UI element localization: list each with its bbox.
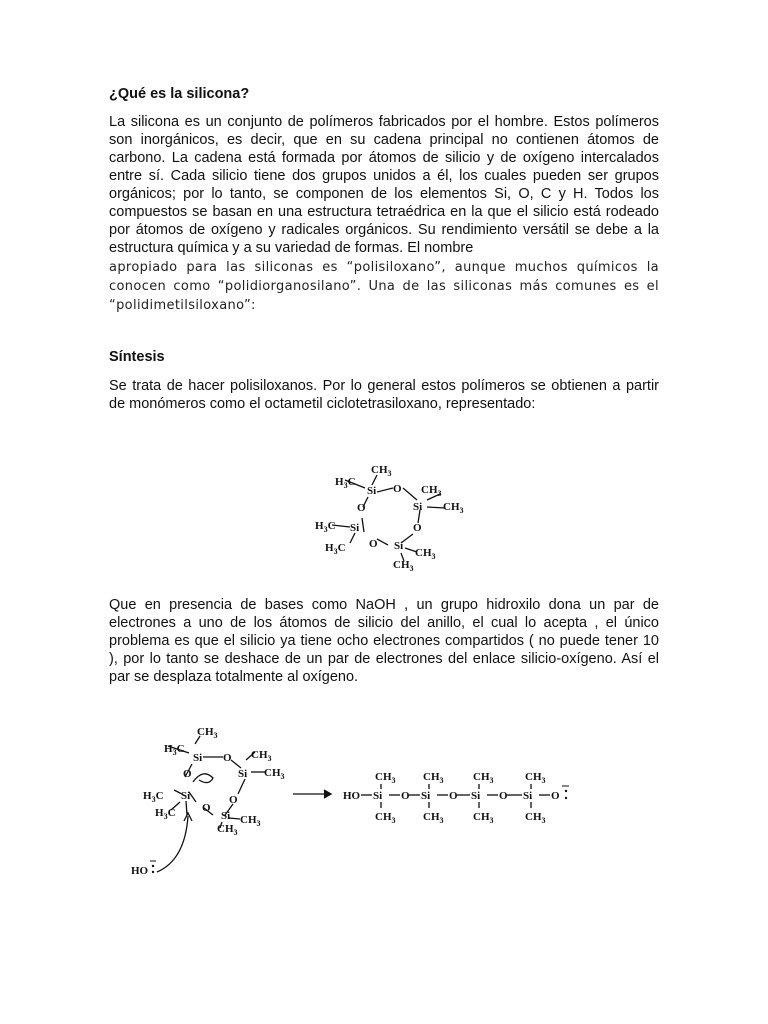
- heading-sintesis: Síntesis: [109, 349, 165, 365]
- atom-si: Si: [367, 485, 377, 497]
- methyl-label: $CH_3$: [217, 823, 238, 837]
- hydroxide-ion-label: HO: [131, 865, 149, 877]
- methyl-label: $CH_3$: [375, 811, 396, 825]
- atom-o: O: [183, 768, 192, 780]
- atom-o: O: [223, 752, 232, 764]
- atom-o: O: [369, 538, 378, 550]
- methyl-label: $CH_3$: [423, 811, 444, 825]
- methyl-label: $CH_3$: [525, 811, 546, 825]
- methyl-label: $CH_3$: [264, 767, 285, 781]
- atom-o: O: [202, 802, 211, 814]
- methyl-label: $H_3C$: [143, 790, 164, 804]
- atom-si: Si: [523, 790, 533, 802]
- atom-si: Si: [181, 790, 191, 802]
- atom-si: Si: [193, 752, 203, 764]
- atom-si: Si: [238, 768, 248, 780]
- atom-o: O: [229, 794, 238, 806]
- methyl-label: $CH_3$: [371, 464, 392, 478]
- octametil-ciclotetrasiloxano-structure: [305, 455, 475, 575]
- paragraph-sintesis: Se trata de hacer polisiloxanos. Por lo general estos polímeros se obtienen a partir de monómeros como el octametil ciclotetrasiloxano, representado:: [109, 378, 659, 412]
- atom-si: Si: [471, 790, 481, 802]
- atom-si: Si: [221, 810, 231, 822]
- methyl-label: $CH_3$: [421, 484, 442, 498]
- paragraph-mecanismo: Que en presencia de bases como NaOH , un grupo hidroxilo dona un par de electrones a uno de los átomos de silicio del anillo, el cual lo acepta , el único problema es que el silicio ya tiene ocho electrones compartidos ( no puede tener 10 ), por lo tanto se deshace de un par de electrones del enlace silicio-oxígeno. Así el par se desplaza totalmente al oxígeno.: [109, 597, 659, 685]
- hydroxyl-end-label: HO: [343, 790, 361, 802]
- atom-o: O: [357, 502, 366, 514]
- atom-si: Si: [373, 790, 383, 802]
- atom-o: O: [499, 790, 508, 802]
- methyl-label: $CH_3$: [415, 547, 436, 561]
- paragraph-silicona-names: apropiado para las siliconas es “polisiloxano”, aunque muchos químicos la conocen como “polidiorganosilano”. Una de las siliconas más comunes es el “polidimetilsiloxano”:: [109, 260, 659, 313]
- methyl-label: $CH_3$: [197, 726, 218, 740]
- atom-o: O: [401, 790, 410, 802]
- terminal-oxide-label: O: [551, 790, 560, 802]
- ring-opening-reaction-scheme: [125, 720, 595, 885]
- methyl-label: $H_3C$: [164, 743, 185, 757]
- methyl-label: $H_3C$: [325, 542, 346, 556]
- atom-si: Si: [394, 540, 404, 552]
- methyl-label: $CH_3$: [443, 501, 464, 515]
- paragraph-silicona-definition: La silicona es un conjunto de polímeros fabricados por el hombre. Estos polímeros son inorgánicos, es decir, que en su cadena principal no contienen átomos de carbono. La cadena está formada por átomos de silicio y de oxígeno intercalados entre sí. Cada silicio tiene dos grupos unidos a él, los cuales pueden ser grupos orgánicos; por lo tanto, se componen de los elementos Si, O, C y H. Todos los compuestos se basan en una estructura tetraédrica en la que el silicio está rodeado por átomos de oxígeno y radicales orgánicos. Su rendimiento versátil se debe a la estructura química y a su variedad de formas. El nombre: [109, 114, 659, 256]
- methyl-label: $CH_3$: [423, 771, 444, 785]
- methyl-label: $CH_3$: [375, 771, 396, 785]
- methyl-label: $CH_3$: [525, 771, 546, 785]
- methyl-label: $CH_3$: [473, 771, 494, 785]
- atom-o: O: [393, 483, 402, 495]
- methyl-label: $CH_3$: [393, 559, 414, 573]
- methyl-label: $CH_3$: [240, 814, 261, 828]
- atom-si: Si: [413, 501, 423, 513]
- atom-o: O: [413, 522, 422, 534]
- methyl-label: $CH_3$: [473, 811, 494, 825]
- atom-o: O: [449, 790, 458, 802]
- methyl-label: $H_3C$: [155, 807, 176, 821]
- atom-si: Si: [421, 790, 431, 802]
- heading-que-es-la-silicona: ¿Qué es la silicona?: [109, 86, 250, 102]
- methyl-label: $CH_3$: [251, 749, 272, 763]
- methyl-label: $H_3C$: [335, 476, 356, 490]
- methyl-label: $H_3C$: [315, 520, 336, 534]
- atom-si: Si: [350, 522, 360, 534]
